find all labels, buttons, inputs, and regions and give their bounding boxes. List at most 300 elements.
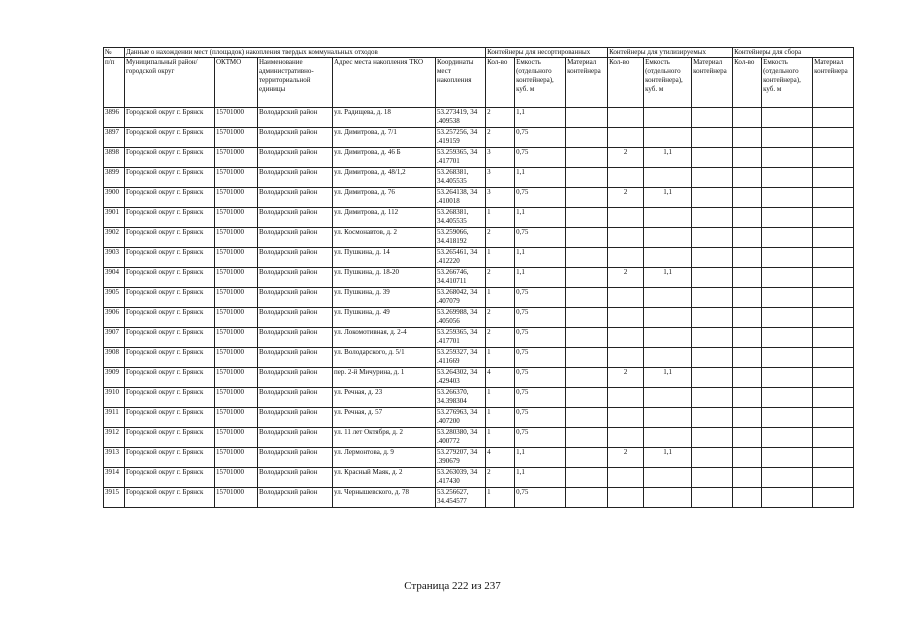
row-count-recyclable xyxy=(608,488,644,508)
row-count-collection xyxy=(733,288,762,308)
row-material-collection xyxy=(813,228,854,248)
row-capacity-collection xyxy=(762,148,813,168)
row-territory: Володарский район xyxy=(258,188,333,208)
row-coords: 53.264302, 34 .429403 xyxy=(436,368,486,388)
row-capacity-unsorted: 1,1 xyxy=(515,448,566,468)
row-capacity-recyclable xyxy=(644,308,692,328)
row-material-unsorted xyxy=(566,288,608,308)
row-address: ул. Димитрова, д. 46 Б xyxy=(333,148,436,168)
row-capacity-collection xyxy=(762,428,813,448)
row-material-collection xyxy=(813,468,854,488)
row-number: 3912 xyxy=(104,428,125,448)
row-capacity-collection xyxy=(762,168,813,188)
header-capacity-recyclable: Емкость (отдельного контейнера), куб. м xyxy=(644,58,692,108)
row-capacity-collection xyxy=(762,308,813,328)
row-count-unsorted: 1 xyxy=(486,488,515,508)
row-capacity-collection xyxy=(762,208,813,228)
row-oktmo: 15701000 xyxy=(215,348,258,368)
row-coords: 53.263039, 34 .417430 xyxy=(436,468,486,488)
row-number: 3907 xyxy=(104,328,125,348)
row-material-recyclable xyxy=(692,448,733,468)
row-municipality: Городской округ г. Брянск xyxy=(125,388,215,408)
row-territory: Володарский район xyxy=(258,108,333,128)
header-row-top xyxy=(104,48,854,58)
row-capacity-unsorted: 1,1 xyxy=(515,268,566,288)
table-row xyxy=(104,468,854,488)
row-address: ул. Димитрова, д. 48/1,2 xyxy=(333,168,436,188)
row-municipality: Городской округ г. Брянск xyxy=(125,208,215,228)
row-material-unsorted xyxy=(566,488,608,508)
row-capacity-recyclable xyxy=(644,428,692,448)
row-capacity-collection xyxy=(762,328,813,348)
row-capacity-collection xyxy=(762,108,813,128)
table-row xyxy=(104,268,854,288)
row-material-recyclable xyxy=(692,328,733,348)
row-address: ул. Лермонтова, д. 9 xyxy=(333,448,436,468)
row-capacity-unsorted: 1,1 xyxy=(515,168,566,188)
row-count-collection xyxy=(733,388,762,408)
row-material-recyclable xyxy=(692,428,733,448)
row-capacity-recyclable: 1,1 xyxy=(644,268,692,288)
row-municipality: Городской округ г. Брянск xyxy=(125,148,215,168)
row-municipality: Городской округ г. Брянск xyxy=(125,328,215,348)
header-capacity-collection: Емкость (отдельного контейнера), куб. м xyxy=(762,58,813,108)
row-material-recyclable xyxy=(692,288,733,308)
row-oktmo: 15701000 xyxy=(215,248,258,268)
row-count-collection xyxy=(733,408,762,428)
table-row xyxy=(104,448,854,468)
row-material-recyclable xyxy=(692,468,733,488)
table-row xyxy=(104,168,854,188)
row-oktmo: 15701000 xyxy=(215,148,258,168)
row-material-unsorted xyxy=(566,188,608,208)
row-territory: Володарский район xyxy=(258,308,333,328)
row-material-collection xyxy=(813,168,854,188)
row-count-collection xyxy=(733,108,762,128)
table-row xyxy=(104,368,854,388)
row-oktmo: 15701000 xyxy=(215,128,258,148)
row-coords: 53.268381, 34.405535 xyxy=(436,168,486,188)
row-count-recyclable xyxy=(608,328,644,348)
row-coords: 53.279207, 34 .390679 xyxy=(436,448,486,468)
row-capacity-collection xyxy=(762,488,813,508)
row-capacity-recyclable xyxy=(644,408,692,428)
row-capacity-collection xyxy=(762,448,813,468)
row-material-collection xyxy=(813,348,854,368)
row-material-collection xyxy=(813,408,854,428)
row-material-collection xyxy=(813,108,854,128)
header-collection-group: Контейнеры для сбора xyxy=(733,48,854,58)
row-capacity-unsorted: 0,75 xyxy=(515,308,566,328)
table-row xyxy=(104,308,854,328)
row-oktmo: 15701000 xyxy=(215,208,258,228)
row-material-recyclable xyxy=(692,368,733,388)
row-capacity-collection xyxy=(762,388,813,408)
row-capacity-unsorted: 1,1 xyxy=(515,468,566,488)
row-coords: 53.268042, 34 .407079 xyxy=(436,288,486,308)
row-material-unsorted xyxy=(566,348,608,368)
row-address: ул. Речная, д. 57 xyxy=(333,408,436,428)
row-material-recyclable xyxy=(692,408,733,428)
row-oktmo: 15701000 xyxy=(215,268,258,288)
row-capacity-recyclable xyxy=(644,348,692,368)
header-territory: Наименование административно-территориальной единицы xyxy=(258,58,333,108)
row-territory: Володарский район xyxy=(258,388,333,408)
row-municipality: Городской округ г. Брянск xyxy=(125,408,215,428)
row-municipality: Городской округ г. Брянск xyxy=(125,168,215,188)
row-capacity-collection xyxy=(762,268,813,288)
row-territory: Володарский район xyxy=(258,208,333,228)
row-count-collection xyxy=(733,308,762,328)
table-row xyxy=(104,288,854,308)
row-material-recyclable xyxy=(692,188,733,208)
row-territory: Володарский район xyxy=(258,468,333,488)
row-capacity-recyclable xyxy=(644,488,692,508)
row-municipality: Городской округ г. Брянск xyxy=(125,368,215,388)
row-material-recyclable xyxy=(692,248,733,268)
header-recyclable-group: Контейнеры для утилизируемых xyxy=(608,48,733,58)
row-capacity-collection xyxy=(762,368,813,388)
row-oktmo: 15701000 xyxy=(215,408,258,428)
row-material-collection xyxy=(813,428,854,448)
header-material-collection: Материал контейнера xyxy=(813,58,854,108)
row-count-unsorted: 4 xyxy=(486,368,515,388)
row-count-recyclable xyxy=(608,428,644,448)
row-address: ул. Локомотивная, д. 2-4 xyxy=(333,328,436,348)
row-material-unsorted xyxy=(566,468,608,488)
row-address: ул. 11 лет Октября, д. 2 xyxy=(333,428,436,448)
row-address: пер. 2-й Мичурина, д. 1 xyxy=(333,368,436,388)
row-capacity-recyclable xyxy=(644,388,692,408)
table-row xyxy=(104,408,854,428)
row-oktmo: 15701000 xyxy=(215,188,258,208)
row-material-unsorted xyxy=(566,228,608,248)
row-count-recyclable: 2 xyxy=(608,148,644,168)
row-municipality: Городской округ г. Брянск xyxy=(125,288,215,308)
table-row xyxy=(104,148,854,168)
row-address: ул. Пушкина, д. 14 xyxy=(333,248,436,268)
row-capacity-collection xyxy=(762,128,813,148)
row-oktmo: 15701000 xyxy=(215,428,258,448)
row-territory: Володарский район xyxy=(258,168,333,188)
row-material-unsorted xyxy=(566,448,608,468)
row-count-recyclable xyxy=(608,228,644,248)
row-material-unsorted xyxy=(566,268,608,288)
row-count-unsorted: 1 xyxy=(486,388,515,408)
row-number: 3911 xyxy=(104,408,125,428)
row-territory: Володарский район xyxy=(258,368,333,388)
row-oktmo: 15701000 xyxy=(215,388,258,408)
row-number: 3914 xyxy=(104,468,125,488)
row-coords: 53.280380, 34 .400772 xyxy=(436,428,486,448)
row-oktmo: 15701000 xyxy=(215,468,258,488)
row-address: ул. Димитрова, д. 7/1 xyxy=(333,128,436,148)
row-number: 3904 xyxy=(104,268,125,288)
row-coords: 53.259066, 34.418192 xyxy=(436,228,486,248)
row-municipality: Городской округ г. Брянск xyxy=(125,428,215,448)
table-row xyxy=(104,188,854,208)
row-municipality: Городской округ г. Брянск xyxy=(125,488,215,508)
row-capacity-recyclable xyxy=(644,108,692,128)
row-municipality: Городской округ г. Брянск xyxy=(125,128,215,148)
row-material-collection xyxy=(813,208,854,228)
row-count-unsorted: 1 xyxy=(486,288,515,308)
row-count-unsorted: 2 xyxy=(486,268,515,288)
table-row xyxy=(104,228,854,248)
row-material-recyclable xyxy=(692,208,733,228)
row-municipality: Городской округ г. Брянск xyxy=(125,248,215,268)
row-address: ул. Космонавтов, д. 2 xyxy=(333,228,436,248)
row-municipality: Городской округ г. Брянск xyxy=(125,108,215,128)
header-municipality: Муниципальный район/городской округ xyxy=(125,58,215,108)
row-address: ул. Красный Маяк, д. 2 xyxy=(333,468,436,488)
row-material-collection xyxy=(813,268,854,288)
row-material-unsorted xyxy=(566,408,608,428)
header-row-sub xyxy=(104,58,854,108)
row-count-collection xyxy=(733,468,762,488)
row-address: ул. Радищева, д. 18 xyxy=(333,108,436,128)
row-territory: Володарский район xyxy=(258,228,333,248)
row-count-unsorted: 3 xyxy=(486,188,515,208)
row-coords: 53.265461, 34 .412220 xyxy=(436,248,486,268)
row-number: 3896 xyxy=(104,108,125,128)
row-municipality: Городской округ г. Брянск xyxy=(125,228,215,248)
row-material-unsorted xyxy=(566,148,608,168)
row-address: ул. Пушкина, д. 18-20 xyxy=(333,268,436,288)
row-material-collection xyxy=(813,448,854,468)
row-material-unsorted xyxy=(566,208,608,228)
row-coords: 53.259327, 34 .411669 xyxy=(436,348,486,368)
row-count-recyclable xyxy=(608,468,644,488)
row-count-collection xyxy=(733,208,762,228)
row-address: ул. Чернышевского, д. 78 xyxy=(333,488,436,508)
row-capacity-unsorted: 0,75 xyxy=(515,368,566,388)
row-count-collection xyxy=(733,168,762,188)
row-count-collection xyxy=(733,148,762,168)
row-count-recyclable xyxy=(608,128,644,148)
row-count-unsorted: 2 xyxy=(486,328,515,348)
row-capacity-unsorted: 0,75 xyxy=(515,288,566,308)
header-capacity-unsorted: Емкость (отдельного контейнера), куб. м xyxy=(515,58,566,108)
header-address: Адрес места накопления ТКО xyxy=(333,58,436,108)
row-municipality: Городской округ г. Брянск xyxy=(125,448,215,468)
row-municipality: Городской округ г. Брянск xyxy=(125,268,215,288)
table-row xyxy=(104,328,854,348)
table-row xyxy=(104,128,854,148)
row-capacity-collection xyxy=(762,408,813,428)
row-count-collection xyxy=(733,448,762,468)
row-number: 3905 xyxy=(104,288,125,308)
row-count-collection xyxy=(733,348,762,368)
row-count-unsorted: 2 xyxy=(486,468,515,488)
row-capacity-recyclable xyxy=(644,208,692,228)
row-capacity-unsorted: 0,75 xyxy=(515,148,566,168)
row-oktmo: 15701000 xyxy=(215,168,258,188)
row-count-unsorted: 3 xyxy=(486,148,515,168)
row-count-collection xyxy=(733,228,762,248)
header-oktmo: ОКТМО xyxy=(215,58,258,108)
header-num: № xyxy=(104,48,125,58)
row-coords: 53.269988, 34 .405056 xyxy=(436,308,486,328)
row-coords: 53.273419, 34 .409538 xyxy=(436,108,486,128)
row-capacity-recyclable xyxy=(644,168,692,188)
row-capacity-unsorted: 0,75 xyxy=(515,428,566,448)
row-number: 3902 xyxy=(104,228,125,248)
row-capacity-unsorted: 0,75 xyxy=(515,408,566,428)
row-capacity-unsorted: 0,75 xyxy=(515,188,566,208)
row-capacity-recyclable: 1,1 xyxy=(644,148,692,168)
row-count-recyclable xyxy=(608,108,644,128)
waste-sites-table xyxy=(103,47,854,508)
row-count-collection xyxy=(733,188,762,208)
header-material-unsorted: Материал контейнера xyxy=(566,58,608,108)
row-count-unsorted: 2 xyxy=(486,108,515,128)
row-number: 3908 xyxy=(104,348,125,368)
row-capacity-collection xyxy=(762,348,813,368)
header-pp: п/п xyxy=(104,58,125,108)
row-material-recyclable xyxy=(692,108,733,128)
row-territory: Володарский район xyxy=(258,288,333,308)
table-row xyxy=(104,108,854,128)
row-municipality: Городской округ г. Брянск xyxy=(125,188,215,208)
row-oktmo: 15701000 xyxy=(215,308,258,328)
row-count-collection xyxy=(733,488,762,508)
table-row xyxy=(104,488,854,508)
row-oktmo: 15701000 xyxy=(215,288,258,308)
row-material-recyclable xyxy=(692,228,733,248)
row-number: 3906 xyxy=(104,308,125,328)
row-number: 3909 xyxy=(104,368,125,388)
row-oktmo: 15701000 xyxy=(215,368,258,388)
row-oktmo: 15701000 xyxy=(215,328,258,348)
row-capacity-collection xyxy=(762,228,813,248)
row-capacity-unsorted: 0,75 xyxy=(515,388,566,408)
row-material-recyclable xyxy=(692,308,733,328)
row-capacity-unsorted: 1,1 xyxy=(515,108,566,128)
row-material-recyclable xyxy=(692,388,733,408)
page-number: Страница 222 из 237 xyxy=(404,580,501,592)
row-count-recyclable xyxy=(608,168,644,188)
row-count-collection xyxy=(733,248,762,268)
row-territory: Володарский район xyxy=(258,148,333,168)
row-count-unsorted: 2 xyxy=(486,228,515,248)
row-material-collection xyxy=(813,128,854,148)
row-number: 3915 xyxy=(104,488,125,508)
row-capacity-collection xyxy=(762,468,813,488)
header-unsorted-group: Контейнеры для несортированных xyxy=(486,48,608,58)
row-capacity-unsorted: 0,75 xyxy=(515,488,566,508)
row-count-collection xyxy=(733,368,762,388)
row-material-collection xyxy=(813,288,854,308)
row-capacity-unsorted: 0,75 xyxy=(515,328,566,348)
row-count-recyclable xyxy=(608,208,644,228)
row-coords: 53.266370, 34.398304 xyxy=(436,388,486,408)
row-count-unsorted: 1 xyxy=(486,408,515,428)
row-capacity-recyclable xyxy=(644,128,692,148)
row-material-collection xyxy=(813,388,854,408)
row-count-collection xyxy=(733,128,762,148)
row-count-recyclable: 2 xyxy=(608,188,644,208)
row-capacity-collection xyxy=(762,188,813,208)
row-coords: 53.256627, 34.454577 xyxy=(436,488,486,508)
row-municipality: Городской округ г. Брянск xyxy=(125,468,215,488)
row-capacity-recyclable xyxy=(644,228,692,248)
row-capacity-recyclable: 1,1 xyxy=(644,188,692,208)
row-count-collection xyxy=(733,268,762,288)
row-municipality: Городской округ г. Брянск xyxy=(125,308,215,328)
row-count-recyclable: 2 xyxy=(608,448,644,468)
row-capacity-unsorted: 1,1 xyxy=(515,248,566,268)
row-material-collection xyxy=(813,188,854,208)
row-address: ул. Пушкина, д. 39 xyxy=(333,288,436,308)
row-capacity-unsorted: 0,75 xyxy=(515,348,566,368)
row-coords: 53.268381, 34.405535 xyxy=(436,208,486,228)
row-oktmo: 15701000 xyxy=(215,448,258,468)
row-count-recyclable: 2 xyxy=(608,368,644,388)
row-count-collection xyxy=(733,328,762,348)
table-row xyxy=(104,428,854,448)
row-material-recyclable xyxy=(692,268,733,288)
row-capacity-unsorted: 0,75 xyxy=(515,228,566,248)
row-count-unsorted: 2 xyxy=(486,128,515,148)
row-count-unsorted: 1 xyxy=(486,248,515,268)
row-capacity-collection xyxy=(762,248,813,268)
header-count-unsorted: Кол-во xyxy=(486,58,515,108)
row-count-unsorted: 4 xyxy=(486,448,515,468)
row-territory: Володарский район xyxy=(258,328,333,348)
row-count-unsorted: 3 xyxy=(486,168,515,188)
row-address: ул. Володарского, д. 5/1 xyxy=(333,348,436,368)
row-material-unsorted xyxy=(566,108,608,128)
table-row xyxy=(104,388,854,408)
row-capacity-recyclable xyxy=(644,288,692,308)
row-capacity-recyclable xyxy=(644,328,692,348)
header-location-group: Данные о нахождении мест (площадок) накопления твердых коммунальных отходов xyxy=(125,48,486,58)
header-material-recyclable: Материал контейнера xyxy=(692,58,733,108)
row-count-recyclable xyxy=(608,288,644,308)
row-number: 3913 xyxy=(104,448,125,468)
row-coords: 53.266746, 34.410711 xyxy=(436,268,486,288)
row-count-recyclable xyxy=(608,308,644,328)
row-material-collection xyxy=(813,368,854,388)
row-material-unsorted xyxy=(566,388,608,408)
row-count-recyclable: 2 xyxy=(608,268,644,288)
header-count-collection: Кол-во xyxy=(733,58,762,108)
header-count-recyclable: Кол-во xyxy=(608,58,644,108)
table-row xyxy=(104,248,854,268)
row-address: ул. Димитрова, д. 76 xyxy=(333,188,436,208)
row-territory: Володарский район xyxy=(258,248,333,268)
row-capacity-recyclable: 1,1 xyxy=(644,448,692,468)
row-territory: Володарский район xyxy=(258,408,333,428)
row-material-recyclable xyxy=(692,488,733,508)
row-number: 3910 xyxy=(104,388,125,408)
row-capacity-collection xyxy=(762,288,813,308)
row-address: ул. Пушкина, д. 49 xyxy=(333,308,436,328)
row-material-collection xyxy=(813,328,854,348)
row-count-unsorted: 1 xyxy=(486,428,515,448)
row-material-unsorted xyxy=(566,128,608,148)
row-coords: 53.257256, 34 .419159 xyxy=(436,128,486,148)
row-material-collection xyxy=(813,488,854,508)
row-territory: Володарский район xyxy=(258,488,333,508)
row-number: 3899 xyxy=(104,168,125,188)
row-count-collection xyxy=(733,428,762,448)
row-coords: 53.259365, 34 .417701 xyxy=(436,328,486,348)
row-material-recyclable xyxy=(692,168,733,188)
row-capacity-recyclable xyxy=(644,248,692,268)
table-row xyxy=(104,348,854,368)
